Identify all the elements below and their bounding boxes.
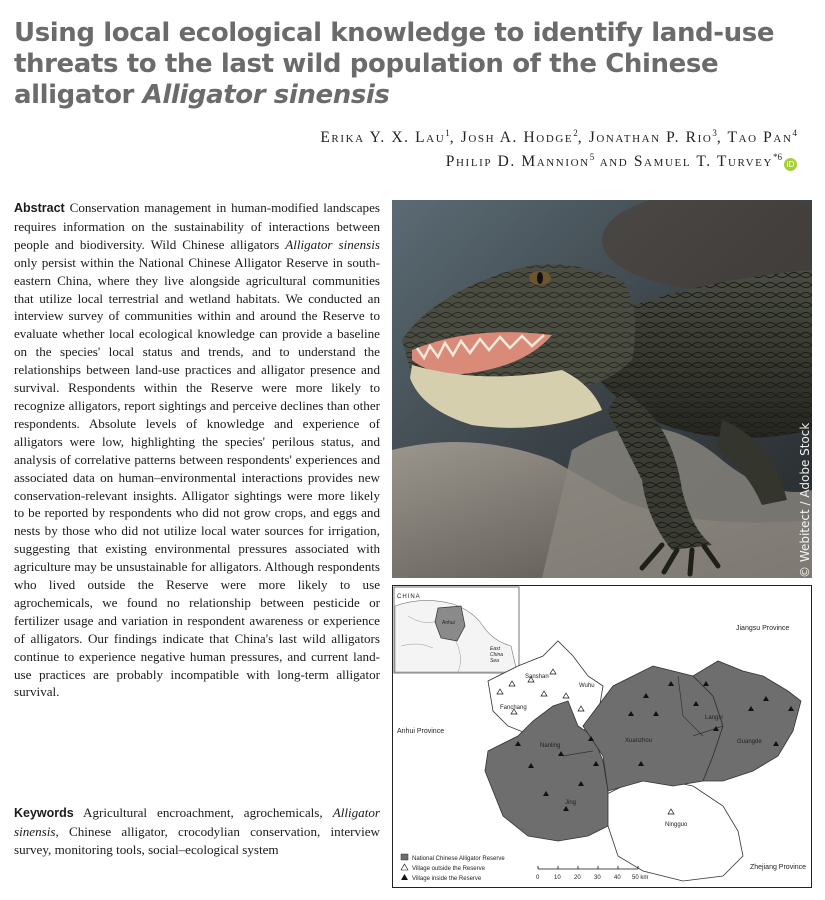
label-sanshan: Sanshan <box>525 674 549 680</box>
authors-line-2 <box>37 152 797 171</box>
author: Josh A. Hodge$^2$, <box>460 128 589 147</box>
paper-title <box>14 18 814 111</box>
map-legend <box>401 854 505 882</box>
authors-line-1 <box>37 128 797 147</box>
title-species: Alligator sinensis <box>142 80 390 110</box>
label-guangde: Guangde <box>737 739 762 745</box>
legend-inside: Village inside the Reserve <box>412 876 482 882</box>
inset-sea-label-2: China <box>490 652 504 658</box>
legend-outside-icon <box>401 864 408 870</box>
orcid-icon[interactable]: iD <box>784 158 797 171</box>
author: Philip D. Mannion$^5$ and <box>445 152 634 171</box>
inset-map <box>394 587 519 673</box>
author: Jonathan P. Rio$^3$, <box>588 128 728 147</box>
legend-reserve-swatch <box>401 854 408 860</box>
inset-sea-label-3: Sea <box>490 658 499 664</box>
legend-outside: Village outside the Reserve <box>412 866 485 872</box>
alligator-photo <box>392 200 812 578</box>
label-jiangsu: Jiangsu Province <box>736 625 790 632</box>
photo-credit: © Webitect / Adobe Stock <box>798 422 812 578</box>
label-ningguo: Ningguo <box>665 822 688 828</box>
inset-country-label: CHINA <box>397 594 421 600</box>
label-jing: Jing <box>565 800 577 806</box>
scale-bar <box>536 866 648 881</box>
legend-reserve: National Chinese Alligator Reserve <box>412 856 505 862</box>
label-nanling: Nanling <box>540 743 561 749</box>
abstract-label: Abstract <box>14 201 65 215</box>
county-outline-ningguo <box>603 776 743 881</box>
author: Samuel T. Turvey$^{*6}$ <box>633 152 782 171</box>
author: Tao Pan$^4$ <box>727 128 797 147</box>
abstract: Abstract Conservation management in human-modified landscapes requires information on the sustainability of interactions between people and biodiversity. Wild Chinese alligators Alligator sinensis only persist within the National Chinese Alligator Reserve in south-eastern China, where they live alongside agricultural communities that utilize local terrestrial and wetland habitats. We conducted an interview survey of communities within and around the Reserve to evaluate whether local ecological knowledge can provide a baseline on the species' local status and trends, and to understand the relationships between land-use practices and alligator presence and survival. Respondents within the Reserve were more likely to recognize alligators, report sightings and perceive declines than other respondents. Absolute levels of knowledge and experience of alligators were low, highlighting the species' perilous status, and analysis of correlative patterns between respondents' experiences and associated data on human–environmental interactions provides new conservation-relevant insights. Alligator sightings were more likely to be reported by respondents who did not grow crops, and eggs and nests by those who did not utilize local water sources for irrigation, suggesting that existing environmental pressures associated with agriculture may be unsustainable for alligators. Although respondents who lived outside the Reserve were more likely to use agrochemicals, we found no relationship between pesticide or fertilizer usage and variation in respondent awareness or experience of alligators. Our findings indicate that China's last wild alligators continue to experience negative human pressures, and current land-use practices are probably incompatible with long-term alligator survival. <box>14 200 380 700</box>
scale-tick-label: 30 <box>594 875 601 881</box>
alligator-illustration <box>392 200 812 578</box>
title-main: Using local ecological knowledge to identify land-use threats to the last wild population of the Chinese alligator <box>14 18 775 110</box>
scale-tick-label: 50 km <box>632 875 649 881</box>
label-anhui: Anhui Province <box>397 728 445 735</box>
label-wuhu: Wuhu <box>579 683 595 689</box>
study-area-map <box>392 585 812 888</box>
label-langxi: Langxi <box>705 715 723 721</box>
label-zhejiang: Zhejiang Province <box>750 864 807 871</box>
legend-inside-icon <box>401 874 408 880</box>
keywords-label: Keywords <box>14 806 74 820</box>
scale-tick-label: 0 <box>536 875 540 881</box>
scale-tick-label: 20 <box>574 875 581 881</box>
inset-anhui-label: Anhui <box>442 620 455 626</box>
author: Erika Y. X. Lau$^1$, <box>320 128 461 147</box>
scale-tick-label: 10 <box>554 875 561 881</box>
map-svg <box>393 586 812 888</box>
scale-tick-label: 40 <box>614 875 621 881</box>
label-fanchang: Fanchang <box>500 705 527 711</box>
inset-sea-label-1: East <box>490 646 501 652</box>
keywords: Keywords Agricultural encroachment, agrochemicals, Alligator sinensis, Chinese alligator, crocodylian conservation, interview survey, monitoring tools, social–ecological system <box>14 805 380 857</box>
label-xuanzhou: Xuanzhou <box>625 738 653 744</box>
